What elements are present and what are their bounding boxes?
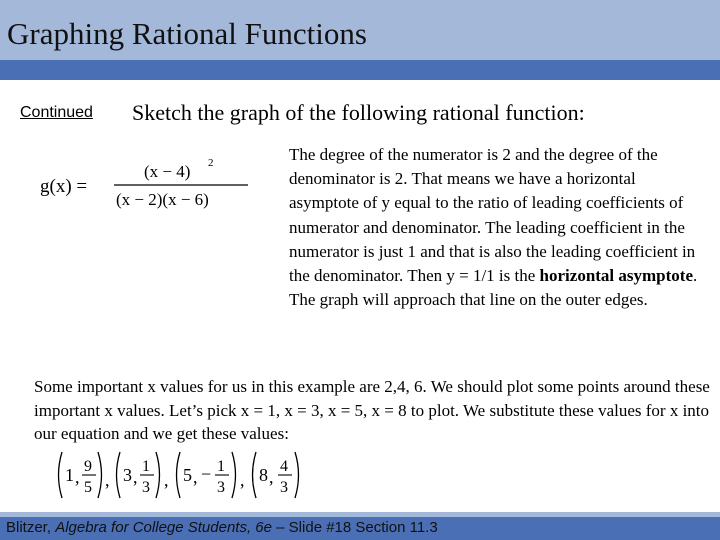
svg-text:,: ,: [269, 467, 274, 487]
explanation-paragraph: [289, 143, 709, 312]
footer-slide: – Slide #18 Section 11.3: [272, 519, 438, 536]
slide-title: Graphing Rational Functions: [7, 16, 367, 51]
values-paragraph: Some important x values for us in this example are 2,4, 6. We should plot some points around these important x values. Let’s pick x = 1, x = 3, x = 5, x = 8 to plot. We substitute these values for x into our equation and we get these values:: [34, 377, 710, 443]
point-1: [59, 452, 110, 498]
equation-numerator-exponent: 2: [208, 157, 214, 169]
title-bar: [0, 0, 720, 60]
point-4-x: 8: [259, 465, 268, 485]
point-4-den: 3: [280, 479, 288, 496]
point-1-num: 9: [84, 458, 92, 475]
points-list: [54, 448, 324, 502]
svg-text:,: ,: [164, 470, 169, 490]
equation-numerator: (x − 4): [144, 162, 191, 181]
svg-text:,: ,: [240, 470, 245, 490]
continued-label: Continued: [20, 104, 93, 121]
point-3: [177, 452, 245, 498]
svg-text:,: ,: [133, 467, 138, 487]
point-3-sign: −: [201, 464, 212, 484]
rational-equation: [36, 156, 256, 216]
point-2: [117, 452, 169, 498]
footer-author: Blitzer,: [6, 519, 56, 536]
point-4-num: 4: [280, 458, 288, 475]
svg-text:,: ,: [105, 470, 110, 490]
explanation-bold: horizontal asymptote: [539, 266, 694, 286]
svg-text:,: ,: [75, 467, 80, 487]
point-3-den: 3: [217, 479, 225, 496]
title-stripe: [0, 60, 720, 80]
point-3-num: 1: [217, 458, 225, 475]
point-1-x: 1: [65, 465, 74, 485]
equation-denominator: (x − 2)(x − 6): [116, 190, 209, 209]
equation-lhs: g(x) =: [40, 176, 88, 197]
point-3-x: 5: [183, 465, 192, 485]
svg-text:,: ,: [193, 467, 198, 487]
footer-book: Algebra for College Students, 6e: [55, 519, 272, 536]
point-2-num: 1: [142, 458, 150, 475]
explanation-text-2: . The graph will approach that line on the outer edges.: [289, 266, 698, 310]
explanation-text-1: The degree of the numerator is 2 and the degree of the denominator is 2. That means we have a horizontal asymptote of y equal to the ratio of leading coefficients of numerator and denominator. The leading coefficient in the numerator is just 1 and that is also the leading coefficient in the denominator. Then y = 1/1 is the: [289, 145, 696, 286]
point-2-x: 3: [123, 465, 132, 485]
footer-citation: [6, 519, 438, 536]
point-1-den: 5: [84, 479, 92, 496]
point-2-den: 3: [142, 479, 150, 496]
point-4: [253, 452, 299, 498]
prompt-text: Sketch the graph of the following rational function:: [132, 100, 585, 125]
